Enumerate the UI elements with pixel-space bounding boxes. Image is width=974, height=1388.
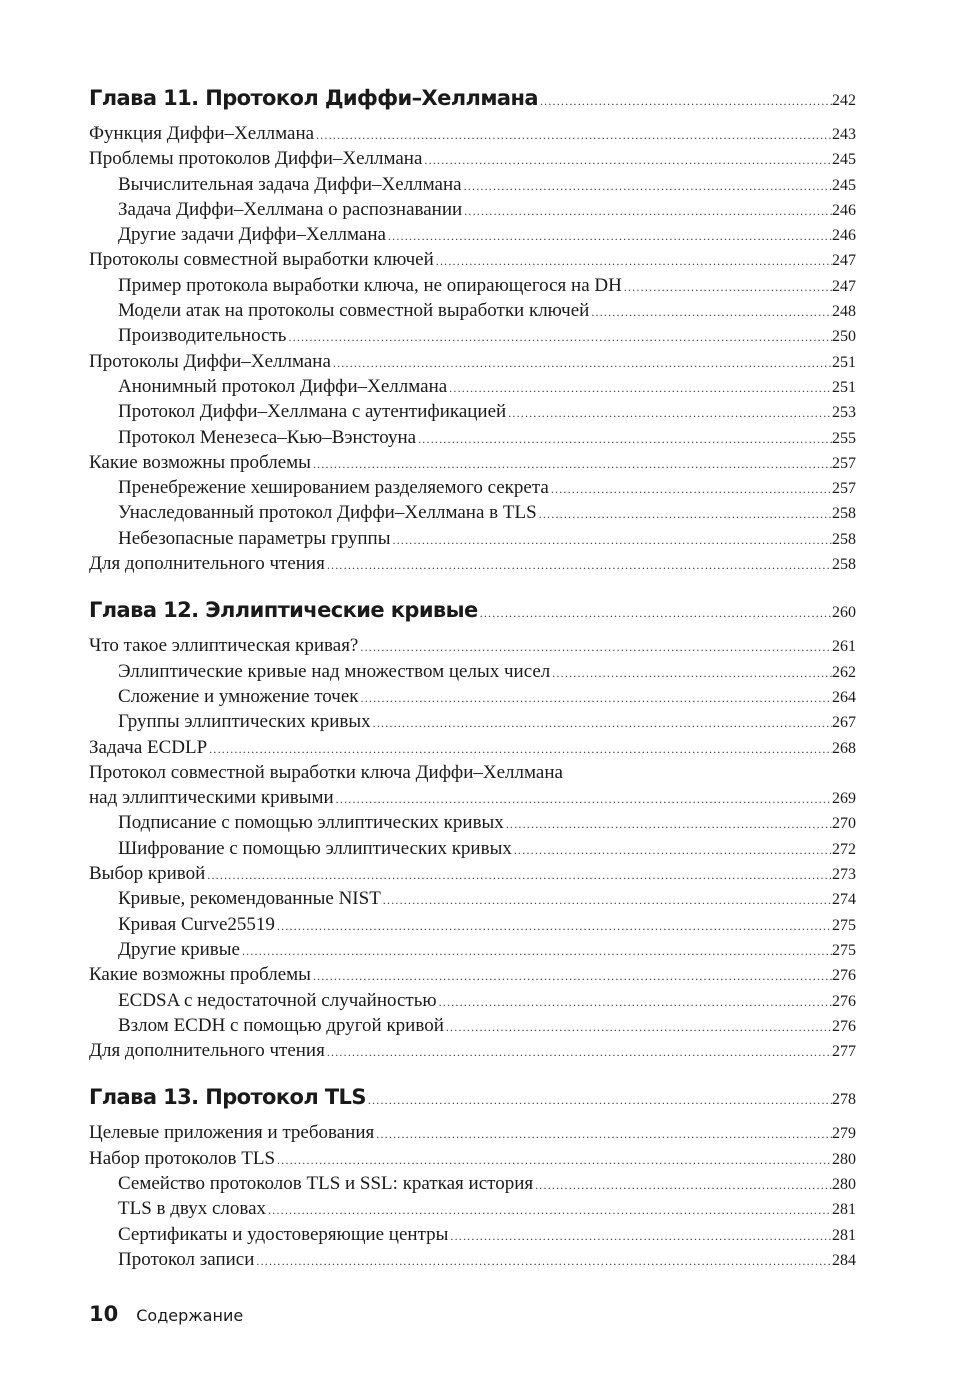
- entry-title: Анонимный протокол Диффи–Хеллмана: [118, 375, 448, 397]
- toc-subentry[interactable]: [89, 684, 856, 709]
- dot-leader: [551, 477, 832, 502]
- entry-page: 257: [832, 454, 856, 472]
- entry-title: TLS в двух словах: [118, 1198, 267, 1220]
- toc-subentry[interactable]: [89, 1247, 856, 1272]
- entry-page: 280: [832, 1175, 856, 1193]
- entry-title: Пренебрежение хешированием разделяемого секрета: [118, 477, 549, 499]
- toc-subentry[interactable]: [89, 810, 856, 835]
- entry-page: 250: [832, 328, 856, 346]
- entry-page: 276: [832, 992, 856, 1010]
- dot-leader: [552, 661, 832, 686]
- entry-page: 245: [832, 151, 856, 169]
- entry-page: 275: [832, 941, 856, 959]
- entry-page: 255: [832, 429, 856, 447]
- toc-subentry[interactable]: [89, 886, 856, 911]
- toc-subentry[interactable]: [89, 912, 856, 937]
- entry-page: 251: [832, 353, 856, 371]
- toc-subentry[interactable]: [89, 323, 856, 348]
- entry-title: Шифрование с помощью эллиптических кривых: [118, 837, 512, 859]
- chapter-page: 242: [832, 92, 856, 109]
- toc-subentry[interactable]: [89, 298, 856, 323]
- entry-title: Протокол записи: [118, 1248, 255, 1270]
- dot-leader: [256, 1249, 832, 1274]
- entry-page: 247: [832, 277, 856, 295]
- dot-leader: [361, 686, 832, 711]
- chapter-title: Глава 11. Протокол Диффи–Хеллмана: [89, 86, 538, 110]
- entry-title: Небезопасные параметры группы: [118, 527, 391, 549]
- chapter-12: [89, 598, 856, 1063]
- toc-subentry[interactable]: [89, 374, 856, 399]
- entry-title: Задача Диффи–Хеллмана о распознавании: [118, 198, 463, 220]
- chapter-11: [89, 86, 856, 576]
- table-of-contents: [89, 86, 856, 1294]
- entry-page: 257: [832, 480, 856, 498]
- entry-page: 281: [832, 1226, 856, 1244]
- toc-subentry[interactable]: [89, 1196, 856, 1221]
- toc-entry[interactable]: [89, 146, 856, 171]
- entry-title: Задача ECDLP: [89, 736, 208, 758]
- entry-title: Другие задачи Диффи–Хеллмана: [118, 224, 386, 246]
- dot-leader: [508, 401, 832, 426]
- entry-page: 277: [832, 1043, 856, 1061]
- entry-page: 246: [832, 201, 856, 219]
- chapter-heading[interactable]: [89, 598, 856, 628]
- dot-leader: [313, 452, 832, 477]
- entry-title: Для дополнительного чтения: [89, 553, 325, 575]
- toc-subentry[interactable]: [89, 475, 856, 500]
- dot-leader: [446, 1015, 832, 1040]
- dot-leader: [209, 737, 832, 762]
- dot-leader: [373, 711, 832, 736]
- dot-leader: [424, 148, 832, 173]
- entry-page: 258: [832, 556, 856, 574]
- entry-page: 276: [832, 1017, 856, 1035]
- dot-leader: [333, 351, 832, 376]
- entry-title: Унаследованный протокол Диффи–Хеллмана в TLS: [118, 502, 537, 524]
- entry-title: Семейство протоколов TLS и SSL: краткая история: [118, 1172, 534, 1194]
- entry-page: 284: [832, 1251, 856, 1269]
- toc-subentry[interactable]: [89, 836, 856, 861]
- page-number: 10: [89, 1302, 119, 1326]
- dot-leader: [506, 812, 832, 837]
- toc-entry[interactable]: [89, 633, 856, 658]
- dot-leader: [450, 1224, 832, 1249]
- entry-title: Кривые, рекомендованные NIST: [118, 888, 381, 910]
- entry-page: 247: [832, 252, 856, 270]
- entry-page: 270: [832, 815, 856, 833]
- dot-leader: [268, 1198, 832, 1223]
- entry-title: Вычислительная задача Диффи–Хеллмана: [118, 173, 462, 195]
- dot-leader: [436, 249, 832, 274]
- entry-page: 258: [832, 505, 856, 523]
- dot-leader: [242, 939, 832, 964]
- entry-page: 251: [832, 378, 856, 396]
- dot-leader: [288, 325, 832, 350]
- toc-entry[interactable]: [89, 1146, 856, 1171]
- dot-leader: [316, 123, 832, 148]
- dot-leader: [388, 224, 832, 249]
- toc-subentry[interactable]: [89, 172, 856, 197]
- toc-subentry[interactable]: [89, 1013, 856, 1038]
- dot-leader: [360, 635, 832, 660]
- dot-leader: [368, 1093, 832, 1108]
- running-header-label: Содержание: [136, 1306, 244, 1325]
- entry-title: Пример протокола выработки ключа, не опирающегося на DH: [118, 274, 622, 296]
- dot-leader: [480, 606, 832, 621]
- entry-title: Сертификаты и удостоверяющие центры: [118, 1223, 449, 1245]
- toc-subentry[interactable]: [89, 425, 856, 450]
- dot-leader: [277, 914, 832, 939]
- entry-title: Протокол совместной выработки ключа Диффи–Хеллмана: [89, 761, 563, 783]
- dot-leader: [540, 94, 832, 109]
- dot-leader: [539, 502, 832, 527]
- toc-entry[interactable]: [89, 551, 856, 576]
- toc-subentry[interactable]: [89, 526, 856, 551]
- dot-leader: [327, 1040, 832, 1065]
- entry-page: 280: [832, 1150, 856, 1168]
- toc-entry[interactable]: [89, 247, 856, 272]
- entry-page: 274: [832, 891, 856, 909]
- entry-title-cont: над эллиптическими кривыми: [89, 787, 334, 809]
- entry-title-continuation: [89, 785, 856, 810]
- entry-page: 279: [832, 1125, 856, 1143]
- entry-title: Производительность: [118, 325, 287, 347]
- entry-title: ECDSA с недостаточной случайностью: [118, 989, 437, 1011]
- entry-page: 245: [832, 176, 856, 194]
- chapter-heading[interactable]: [89, 86, 856, 116]
- chapter-title: Глава 13. Протокол TLS: [89, 1085, 366, 1110]
- dot-leader: [591, 300, 832, 325]
- dot-leader: [418, 427, 832, 452]
- toc-entry[interactable]: [89, 1038, 856, 1063]
- dot-leader: [514, 838, 832, 863]
- dot-leader: [383, 888, 832, 913]
- entry-page: 243: [832, 126, 856, 143]
- entry-title: Протокол Менезеса–Кью–Вэнстоуна: [118, 426, 417, 448]
- entry-page: 275: [832, 916, 856, 934]
- toc-subentry[interactable]: [89, 659, 856, 684]
- dot-leader: [313, 964, 832, 989]
- chapter-title: Глава 12. Эллиптические кривые: [89, 598, 478, 623]
- toc-entry[interactable]: [89, 1120, 856, 1145]
- entry-title: Функция Диффи–Хеллмана: [89, 123, 315, 144]
- entry-title: Какие возможны проблемы: [89, 451, 311, 473]
- chapter-heading[interactable]: [89, 1085, 856, 1115]
- toc-subentry[interactable]: [89, 500, 856, 525]
- entry-title: Протоколы Диффи–Хеллмана: [89, 350, 331, 372]
- dot-leader: [327, 553, 832, 578]
- toc-subentry[interactable]: [89, 1171, 856, 1196]
- toc-entry[interactable]: [89, 962, 856, 987]
- dot-leader: [535, 1173, 832, 1198]
- toc-subentry[interactable]: [89, 222, 856, 247]
- toc-subentry[interactable]: [89, 937, 856, 962]
- dot-leader: [464, 174, 832, 199]
- toc-entry[interactable]: [89, 349, 856, 374]
- entry-title: Протокол Диффи–Хеллмана с аутентификацией: [118, 401, 507, 423]
- page-footer: [89, 1302, 243, 1326]
- entry-page: 248: [832, 303, 856, 321]
- entry-page: 267: [832, 714, 856, 732]
- entry-title: Проблемы протоколов Диффи–Хеллмана: [89, 148, 423, 170]
- entry-title: Кривая Curve25519: [118, 913, 275, 935]
- entry-page: 246: [832, 227, 856, 245]
- entry-page: 268: [832, 739, 856, 757]
- dot-leader: [464, 199, 832, 224]
- toc-entry[interactable]: [89, 861, 856, 886]
- dot-leader: [207, 863, 832, 888]
- dot-leader: [376, 1122, 832, 1147]
- entry-title: Протоколы совместной выработки ключей: [89, 249, 434, 271]
- entry-page: 273: [832, 866, 856, 884]
- entry-title: Группы эллиптических кривых: [118, 711, 371, 733]
- entry-page: 261: [832, 638, 856, 656]
- entry-title: Набор протоколов TLS: [89, 1147, 276, 1169]
- dot-leader: [624, 275, 832, 300]
- toc-subentry[interactable]: [89, 399, 856, 424]
- entry-page: 262: [832, 663, 856, 681]
- dot-leader: [336, 787, 832, 812]
- entry-page: 253: [832, 404, 856, 422]
- entry-title: Взлом ECDH с помощью другой кривой: [118, 1014, 444, 1036]
- entry-title: Модели атак на протоколы совместной выработки ключей: [118, 300, 590, 322]
- entry-page: 272: [832, 840, 856, 858]
- toc-entry[interactable]: [89, 735, 856, 760]
- toc-subentry[interactable]: [89, 1222, 856, 1247]
- entry-page: 269: [832, 790, 856, 808]
- entry-title: Сложение и умножение точек: [118, 685, 359, 707]
- entry-page: 264: [832, 688, 856, 706]
- dot-leader: [277, 1148, 832, 1173]
- entry-title: Выбор кривой: [89, 863, 206, 885]
- entry-title: Для дополнительного чтения: [89, 1040, 325, 1062]
- dot-leader: [392, 528, 832, 553]
- entry-page: 276: [832, 967, 856, 985]
- toc-subentry[interactable]: [89, 273, 856, 298]
- entry-title: Целевые приложения и требования: [89, 1122, 375, 1144]
- toc-subentry[interactable]: [89, 988, 856, 1013]
- chapter-page: 278: [832, 1091, 856, 1109]
- toc-subentry[interactable]: [89, 197, 856, 222]
- entry-title: Какие возможны проблемы: [89, 964, 311, 986]
- entry-title: Другие кривые: [118, 938, 240, 960]
- entry-page: 281: [832, 1201, 856, 1219]
- toc-entry-wrapped[interactable]: [89, 760, 856, 811]
- toc-entry[interactable]: [89, 450, 856, 475]
- toc-subentry[interactable]: [89, 709, 856, 734]
- chapter-page: 260: [832, 604, 856, 622]
- dot-leader: [449, 376, 832, 401]
- entry-title: Что такое эллиптическая кривая?: [89, 635, 359, 657]
- dot-leader: [439, 990, 832, 1015]
- chapter-13: [89, 1085, 856, 1272]
- entry-title: Подписание с помощью эллиптических кривых: [118, 812, 504, 834]
- entry-page: 258: [832, 530, 856, 548]
- entry-title: Эллиптические кривые над множеством целых чисел: [118, 660, 551, 682]
- toc-entry[interactable]: [89, 121, 856, 146]
